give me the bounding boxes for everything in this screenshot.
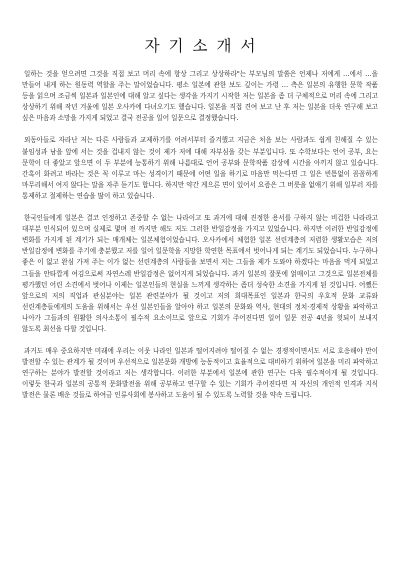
paragraph-future-plans: 과거도 매우 중요하지만 미래에 우리는 이웃 나라인 일본과 떨어지려야 떨어질 수 없는 경쟁적이면서도 서로 호응해야 만이 발전할 수 있는 관계가 될 것이며 우선적으로 일본문화 개방에 능동적이고 효율적으로 대비하기 위하여 일본을 미리 파악하고 연구하는 분야가 발전할 것이라고 저는 생각합니다. 이러한 부분에서 일본에 관한 연구는 다욱 필수적이게 될 것입니다. 이렇듯 한국과 일본의 공통적 문화발전을 위해 공부하고 연구할 수 있는 기회가 주어진다면 저 자신의 개인적 인격과 지식 발전은 물론 배운 것들로 하여금 인류사회에 봉사하고 도움이 될 수 있도록 노력할 것을 약속 드립니다. <box>22 347 378 400</box>
document-title: 자기소개서 <box>144 37 265 55</box>
paragraph-experience: 한국인들에게 일본은 결코 인정하고 존중할 수 없는 나라이고 또 과거에 대해 진정한 용서를 구하지 않는 비겁한 나라라고 대부분 인식되어 있으며 실제로 몇며 전 까지만 해도 저도 그러한 반일감정을 가지고 있었습니다. 하지만 이러한 반일감정에 변화를 가지게 된 계기가 되는 매개체는 일본체험이었습니다. 오사카에서 체험한 일본 선린계층의 저렴한 생활모습은 저의 반일감정에 변화를 주기에 충분했고 저를 일어 일문학을 지망한 학연한 목표에서 벗어나게 되는 계기도 되었습니다. 누구하나 좋은 이 없고 완심 가져 주는 이가 없는 선린계층의 사람들을 보면서 저는 그들을 제가 도와야 하겠다는 마음을 먹게 되었고 그들을 안타깝게 여김으로써 자연스레 반일감정은 없어지게 되었습니다. 과거 일본의 잘못에 얽매이고 그것으로 일본전체를 평가했던 어린 소견에서 벗어나 이제는 일본인들의 현실을 느끼게 생각하는 좀더 성숙한 소견을 가지게 된 것입니다. 어쨌든 앞으로의 저의 직업과 관심분야는 일본 관련분야가 될 것이고 저의 희대목표인 일본과 한국의 우호적 문화 교류와 선린계층들에게의 도움을 위해서는 우선 일본인들을 알아야 하고 일본의 문화와 역사, 현대의 정치·경제적 상황을 파악하고 나아가 그들과의 원활한 의사소통이 필수적 요소이므로 앞으로 기회가 주어진다면 일어 일문 전공 4년을 헛되이 보내지 않도록 최선을 다할 것입니다. <box>22 214 378 333</box>
paragraph-motivation: 일하는 것을 얻으려면 그것을 직접 보고 머리 속에 항상 그리고 상상하라"는 부모님의 말씀은 언제나 저에게 …에서 …을 만들어 내게 하는 원동력 역할을 주는 말이었습니다. 평소 일본에 관한 보도 깊이는 가령 … 측은 일본의 유행한 문학 작품 등을 읽으며 조금씩 일본과 일본인에 대해 알고 싶다는 생각을 가지기 시작한 저는 일본을 좀 더 구체적으로 머리 속에 그리고 상상하기 위해 작년 겨울에 일본 오사카에 다녀오기도 했습니다. 일본을 직접 견여 보고 난 후 저는 일본을 더욱 연구해 보고 싶은 마음과 소망을 가지게 되었고 결국 전공을 일어 일문으로 결정했습니다. <box>22 70 378 123</box>
paragraph-personality: 외동아들로 자라난 저는 다른 사람들과 교제하기를 어려서부터 즐겨했고 지금은 처음 보는 사람과도 쉽게 친해질 수 있는 붙임성과 남을 앞에 서는 것을 겁내지 않는 것이 제가 저에 대해 자부심을 갖는 부분입니다. 또 수학보다는 언어 공부, 요는 문학이 더 좋았고 앞으면 이 두 부분에 능통하기 위해 나름대로 언어 공부와 문학작품 감상에 시간을 아끼지 않고 있습니다. 간혹이 화려고 바라는 것은 꼭 이루고 마는 성격이기 때문에 어떤 일을 하기로 마음만 먹는다면 그 일은 빈틈없이 꼼꼼하게 마무리해서 여지 않다는 말을 자주 듣기도 합니다. 하지만 약간 게으른 면이 있어서 요즘은 그 버릇을 없애기 위해 일부러 자를 통제하고 절제하는 연습을 많이 하고 있습니다. <box>22 136 378 200</box>
